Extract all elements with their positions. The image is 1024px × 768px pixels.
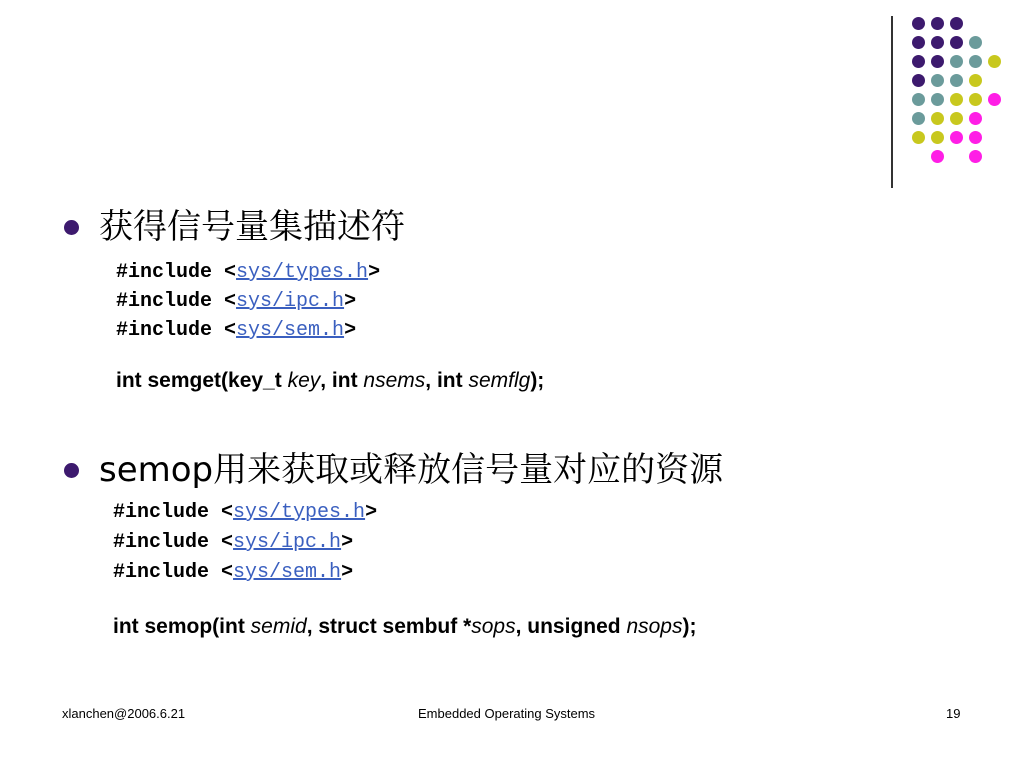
decor-dot <box>969 36 982 49</box>
decor-dot <box>912 36 925 49</box>
code-include-line <box>113 528 377 558</box>
decor-dot <box>969 150 982 163</box>
decor-dot <box>931 55 944 68</box>
signature-param: nsems <box>363 369 426 392</box>
include-suffix: > <box>368 261 381 284</box>
decor-dot <box>988 93 1001 106</box>
include-suffix: > <box>341 561 354 584</box>
signature-param: semflg <box>468 369 531 392</box>
footer-title: Embedded Operating Systems <box>418 706 596 721</box>
signature-part: ); <box>682 615 697 638</box>
code-include-line <box>116 316 380 345</box>
decor-dot <box>931 150 944 163</box>
decor-dot <box>931 112 944 125</box>
bullet-item-semop <box>64 450 723 490</box>
decor-dot <box>950 131 963 144</box>
decor-dot <box>912 93 925 106</box>
decor-dot <box>931 93 944 106</box>
decor-dot <box>931 17 944 30</box>
header-link[interactable]: sys/sem.h <box>236 319 345 342</box>
signature-param: semid <box>250 615 307 638</box>
decor-dot <box>931 74 944 87</box>
signature-param: sops <box>471 615 516 638</box>
code-block-semop-includes <box>113 498 377 588</box>
decor-dot <box>931 131 944 144</box>
header-link[interactable]: sys/types.h <box>236 261 369 284</box>
decor-dot <box>969 55 982 68</box>
include-prefix: #include < <box>113 501 234 524</box>
include-prefix: #include < <box>116 290 237 313</box>
include-suffix: > <box>341 531 354 554</box>
signature-part: ); <box>530 369 545 392</box>
signature-part: , unsigned <box>515 615 627 638</box>
header-link[interactable]: sys/types.h <box>233 501 366 524</box>
bullet-text: 获得信号量集描述符 <box>99 207 405 247</box>
decor-dot <box>988 55 1001 68</box>
include-suffix: > <box>365 501 378 524</box>
include-suffix: > <box>344 319 357 342</box>
bullet-text: semop用来获取或释放信号量对应的资源 <box>99 450 724 490</box>
decor-dot <box>912 74 925 87</box>
include-prefix: #include < <box>116 319 237 342</box>
signature-part: , int <box>425 369 469 392</box>
code-include-line <box>116 258 380 287</box>
header-link[interactable]: sys/ipc.h <box>233 531 342 554</box>
include-prefix: #include < <box>113 531 234 554</box>
decor-dot <box>969 131 982 144</box>
signature-param: nsops <box>626 615 683 638</box>
bullet-icon <box>64 463 79 478</box>
decor-dot <box>950 93 963 106</box>
code-include-line <box>116 287 380 316</box>
signature-param: key <box>287 369 321 392</box>
decor-dot <box>969 93 982 106</box>
signature-part: , struct sembuf * <box>306 615 472 638</box>
decor-dot <box>950 112 963 125</box>
decor-dot <box>950 17 963 30</box>
signature-part: , int <box>320 369 364 392</box>
bullet-item-semget <box>64 207 405 247</box>
include-suffix: > <box>344 290 357 313</box>
code-include-line <box>113 498 377 528</box>
signature-part: int semget(key_t <box>116 369 288 392</box>
function-signature-semget <box>116 369 544 393</box>
decor-dot <box>950 36 963 49</box>
decor-dot <box>912 55 925 68</box>
bullet-icon <box>64 220 79 235</box>
footer-author: xlanchen@2006.6.21 <box>62 706 186 721</box>
decor-dot <box>912 17 925 30</box>
decor-dot <box>912 131 925 144</box>
code-include-line <box>113 558 377 588</box>
footer-page-number: 19 <box>946 706 961 721</box>
decor-dot <box>912 112 925 125</box>
code-block-semget-includes <box>116 258 380 345</box>
decor-dot <box>950 55 963 68</box>
header-link[interactable]: sys/sem.h <box>233 561 342 584</box>
decor-dot <box>931 36 944 49</box>
signature-part: int semop(int <box>113 615 251 638</box>
header-link[interactable]: sys/ipc.h <box>236 290 345 313</box>
decorative-divider-line <box>891 16 893 188</box>
decor-dot <box>950 74 963 87</box>
include-prefix: #include < <box>113 561 234 584</box>
include-prefix: #include < <box>116 261 237 284</box>
function-signature-semop <box>113 615 697 639</box>
decor-dot <box>969 74 982 87</box>
decor-dot <box>969 112 982 125</box>
